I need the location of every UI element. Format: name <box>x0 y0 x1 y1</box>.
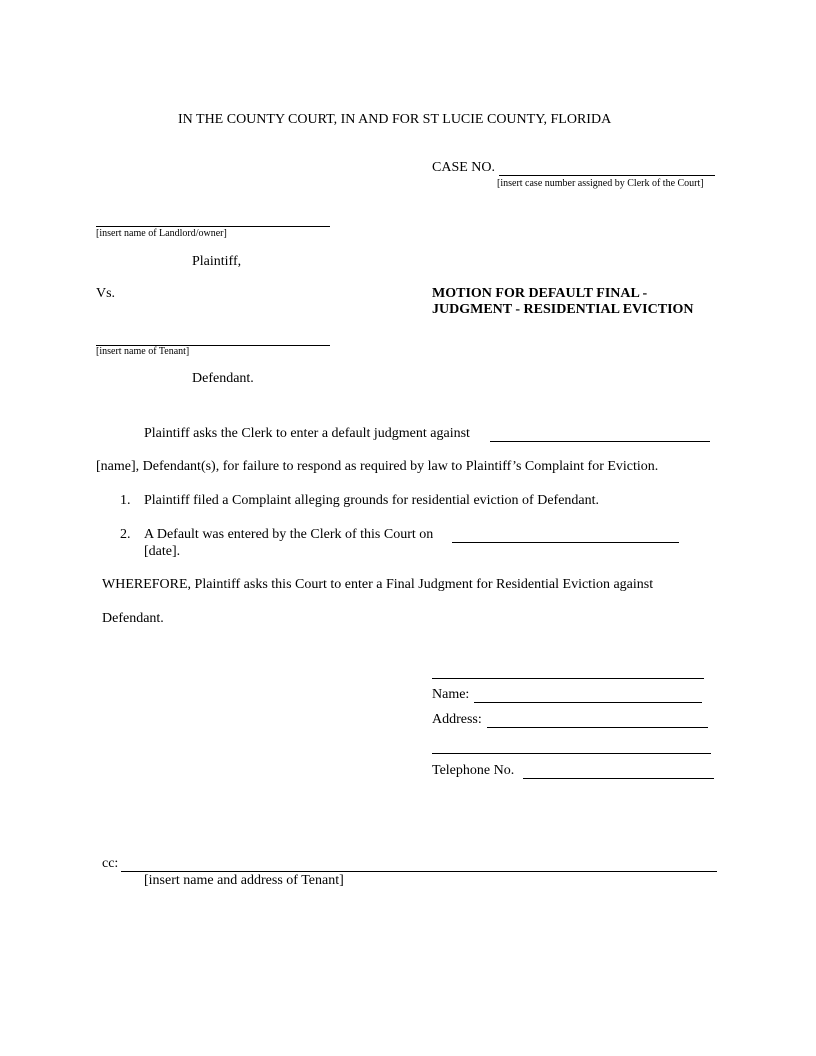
defendant-label: Defendant. <box>192 371 254 386</box>
wherefore-line1: WHEREFORE, Plaintiff asks this Court to enter a Final Judgment for Residential Eviction against <box>102 577 654 592</box>
motion-title-line2: JUDGMENT - RESIDENTIAL EVICTION <box>432 302 694 317</box>
motion-title-line1: MOTION FOR DEFAULT FINAL - <box>432 286 648 301</box>
defendant-name-field[interactable] <box>490 425 710 442</box>
cc-field[interactable] <box>121 855 717 872</box>
landlord-hint: [insert name of Landlord/owner] <box>96 228 227 239</box>
vs-label: Vs. <box>96 286 116 301</box>
item-1-text: Plaintiff filed a Complaint alleging grounds for residential eviction of Defendant. <box>144 493 600 508</box>
item-1-number: 1. <box>120 493 131 508</box>
tenant-hint: [insert name of Tenant] <box>96 346 190 357</box>
telephone-field[interactable] <box>523 762 714 779</box>
default-date-field[interactable] <box>452 526 679 543</box>
intro-line1: Plaintiff asks the Clerk to enter a default judgment against <box>144 426 470 441</box>
name-field[interactable] <box>474 686 702 703</box>
telephone-label: Telephone No. <box>432 763 515 778</box>
cc-label: cc: <box>102 856 119 871</box>
item-2-text2: [date]. <box>144 544 181 559</box>
address-label: Address: <box>432 712 482 727</box>
address-field[interactable] <box>487 711 708 728</box>
case-no-label: CASE NO. <box>432 160 496 175</box>
name-label: Name: <box>432 687 470 702</box>
court-title: IN THE COUNTY COURT, IN AND FOR ST LUCIE COUNTY, FLORIDA <box>178 112 612 127</box>
cc-hint: [insert name and address of Tenant] <box>144 873 344 888</box>
signature-line[interactable] <box>432 662 704 679</box>
intro-line2: [name], Defendant(s), for failure to respond as required by law to Plaintiff’s Complaint for Eviction. <box>96 459 659 474</box>
case-no-hint: [insert case number assigned by Clerk of the Court] <box>497 178 704 189</box>
wherefore-line2: Defendant. <box>102 611 164 626</box>
item-2-number: 2. <box>120 527 131 542</box>
tenant-name-field[interactable] <box>96 329 330 346</box>
plaintiff-label: Plaintiff, <box>192 254 242 269</box>
case-no-field[interactable] <box>499 159 715 176</box>
landlord-name-field[interactable] <box>96 210 330 227</box>
address-field-line2[interactable] <box>432 737 711 754</box>
item-2-text: A Default was entered by the Clerk of this Court on <box>144 527 434 542</box>
